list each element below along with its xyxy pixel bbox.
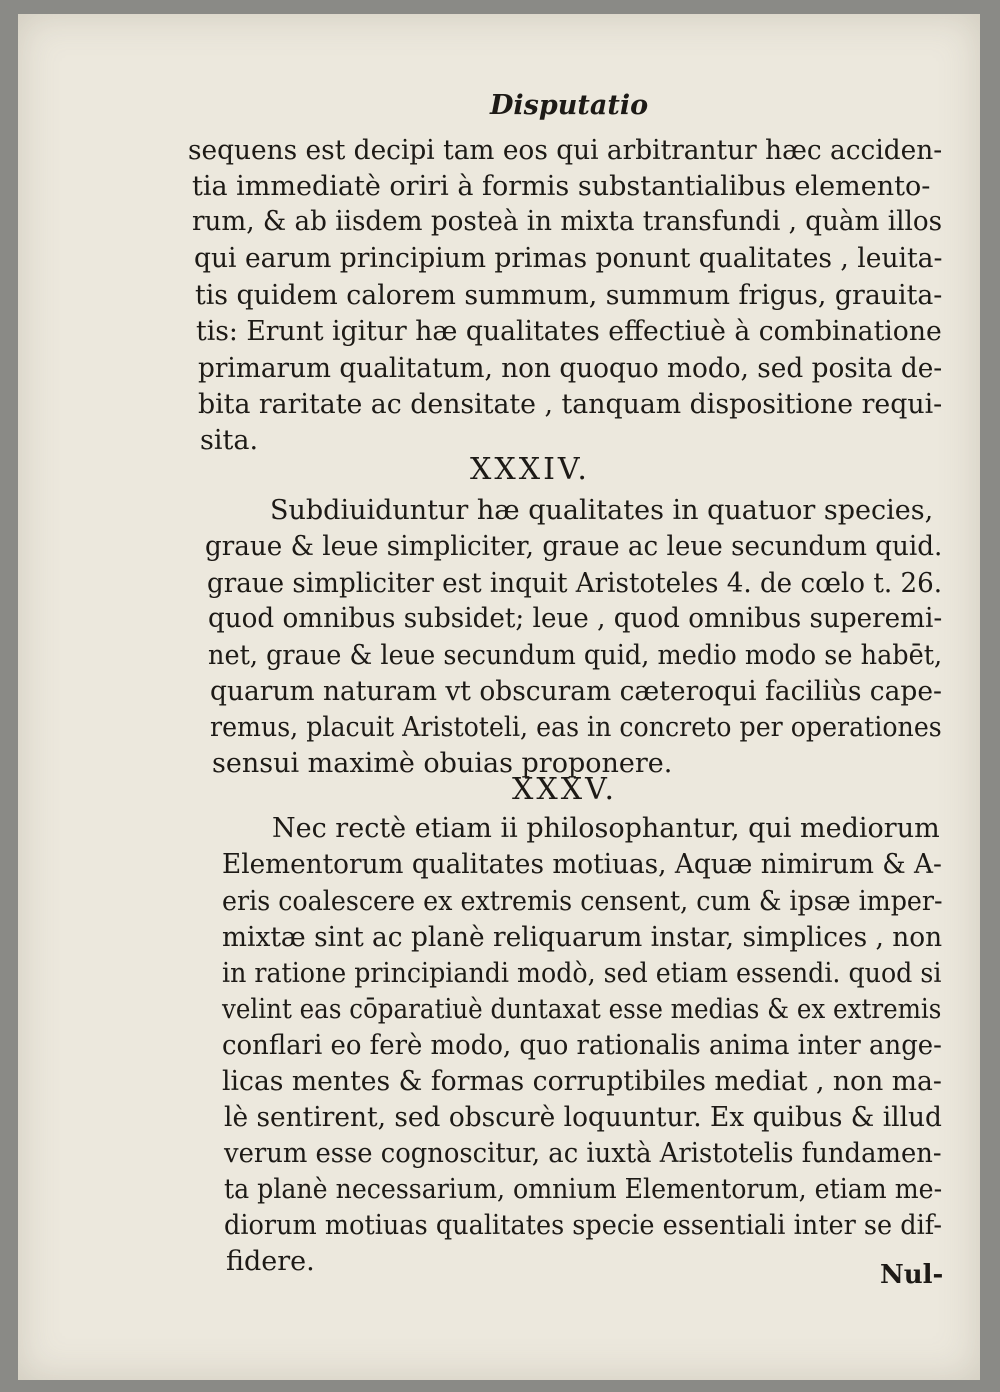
text-line: tia immediatè oriri à formis substantialibus elemento- xyxy=(192,171,931,202)
text-line: lè sentirent, sed obscurè loquuntur. Ex quibus & illud xyxy=(224,1102,942,1133)
text-line: mixtæ sint ac planè reliquarum instar, simplices , non xyxy=(222,922,943,953)
text-line: Nec rectè etiam ii philosophantur, qui mediorum xyxy=(272,813,940,844)
text-line: eris coalescere ex extremis censent, cum & ipsæ imper- xyxy=(222,886,943,917)
text-line: conflari eo ferè modo, quo rationalis anima inter ange- xyxy=(222,1030,942,1061)
text-line: in ratione principiandi modò, sed etiam essendi. quod si xyxy=(222,958,942,989)
text-line: bita raritate ac densitate , tanquam dispositione requi- xyxy=(198,389,943,420)
text-line: quod omnibus subsidet; leue , quod omnibus superemi- xyxy=(208,603,943,634)
text-line: primarum qualitatum, non quoquo modo, sed posita de- xyxy=(198,353,943,384)
text-line: Subdiuiduntur hæ qualitates in quatuor species, xyxy=(270,495,934,526)
text-line: fidere. xyxy=(226,1246,315,1277)
text-line: tis: Erunt igitur hæ qualitates effectiuè à combinatione xyxy=(196,316,942,347)
text-line: graue & leue simpliciter, graue ac leue secundum quid. xyxy=(205,531,943,562)
text-line: sita. xyxy=(200,425,259,456)
text-line: verum esse cognoscitur, ac iuxtà Aristotelis fundamen- xyxy=(224,1138,942,1169)
text-line: ta planè necessarium, omnium Elementorum, etiam me- xyxy=(224,1174,943,1205)
text-line: remus, placuit Aristoteli, eas in concreto per operationes xyxy=(210,712,942,743)
text-line: Elementorum qualitates motiuas, Aquæ nimirum & A- xyxy=(222,849,942,880)
text-line: rum, & ab iisdem posteà in mixta transfundi , quàm illos xyxy=(192,206,943,237)
text-line: sensui maximè obuias proponere. xyxy=(212,748,673,779)
text-line: quarum naturam vt obscuram cæteroqui faciliùs cape- xyxy=(210,676,942,707)
text-line: tis quidem calorem summum, summum frigus, grauita- xyxy=(195,280,943,311)
text-line: graue simpliciter est inquit Aristoteles 4. de cœlo t. 26. xyxy=(207,568,943,599)
text-line: diorum motiuas qualitates specie essentiali inter se dif- xyxy=(224,1210,942,1241)
text-line: licas mentes & formas corruptibiles mediat , non ma- xyxy=(222,1066,942,1097)
text-line: net, graue & leue secundum quid, medio modo se habēt, xyxy=(208,640,943,671)
running-head: Disputatio xyxy=(490,90,649,121)
section-number-34: XXXIV. xyxy=(470,452,590,487)
text-line: sequens est decipi tam eos qui arbitrantur hæc acciden- xyxy=(188,135,943,166)
text-line: qui earum principium primas ponunt qualitates , leuita- xyxy=(194,243,943,274)
catchword: Nul- xyxy=(880,1260,944,1290)
section-number-35: XXXV. xyxy=(512,772,618,807)
text-line: velint eas cōparatiuè duntaxat esse medias & ex extremis xyxy=(222,994,942,1025)
